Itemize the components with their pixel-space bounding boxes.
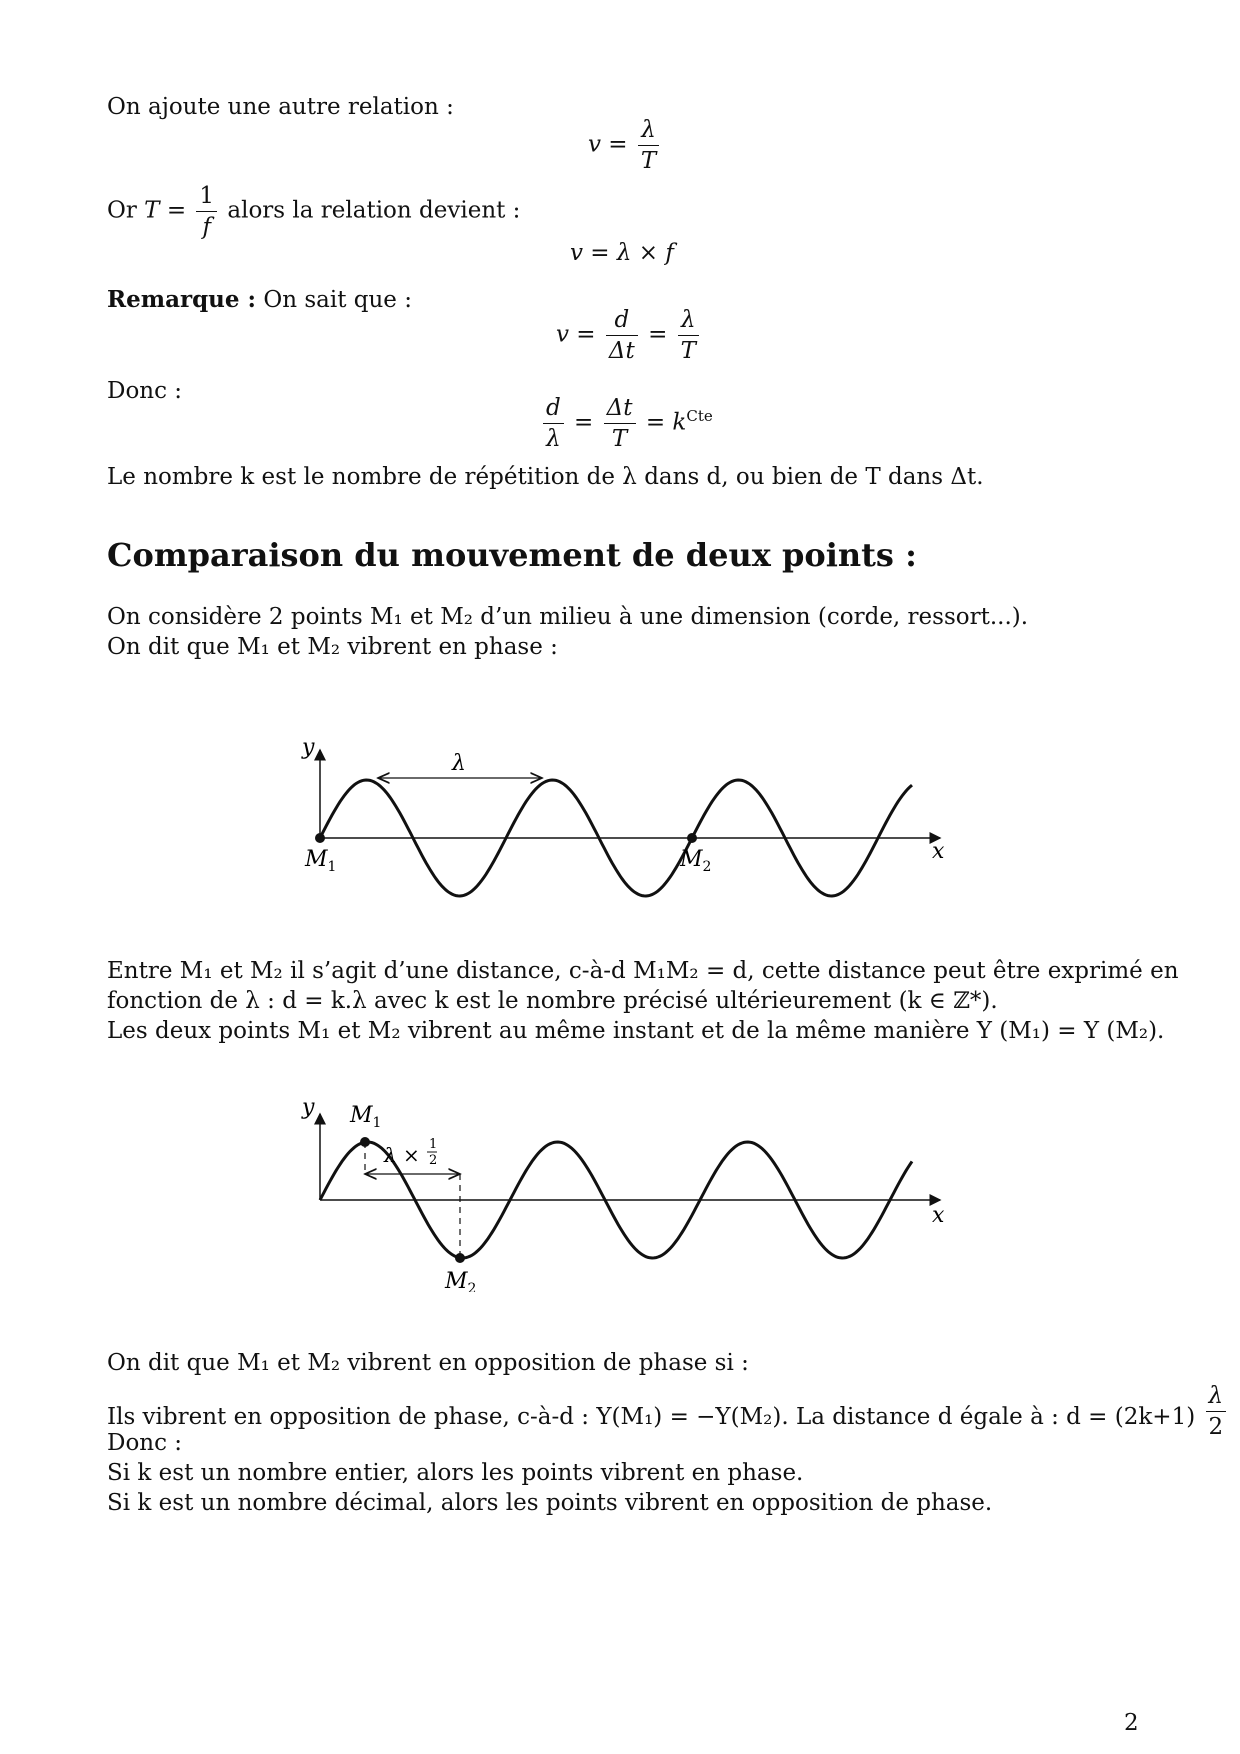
opposition-den: 2 (1208, 1414, 1224, 1441)
figure-in-phase (280, 730, 960, 920)
or-num: 1 (196, 184, 217, 212)
or-var: T (144, 197, 160, 224)
x-label-2: x (932, 1203, 945, 1228)
eq4-eq1: = (574, 409, 594, 436)
point-m1-2 (360, 1137, 370, 1147)
remarque-label: Remarque : (107, 286, 257, 313)
m2-label: $M_2$ (680, 847, 712, 875)
eq1-lhs: v = (588, 131, 628, 158)
page-number: 2 (1124, 1710, 1139, 1736)
entre-line2: fonction de λ : d = k.λ avec k est le nombre précisé ultérieurement (k ∈ ℤ*). (107, 988, 998, 1014)
equation-velocity-distance (556, 308, 702, 363)
opposition-num: λ (1206, 1384, 1227, 1412)
eq3-frac2 (678, 308, 699, 363)
eq1-den: T (640, 148, 657, 175)
lambda-label: λ (452, 751, 466, 776)
eq4-num1: d (543, 396, 564, 424)
or-suffix: alors la relation devient : (227, 197, 521, 224)
or-prefix: Or (107, 197, 137, 224)
eq4-sup: Cte (686, 406, 713, 425)
equation-ratio (540, 396, 713, 451)
eq4-den1: λ (546, 426, 561, 453)
remarque-line (107, 288, 412, 312)
or-fraction (196, 184, 217, 239)
equation-velocity-frequency: v = λ × f (570, 240, 674, 266)
nombre-k-text: Le nombre k est le nombre de répétition de λ dans d, ou bien de T dans Δt. (107, 464, 984, 490)
opposition-donc: Donc : (107, 1430, 183, 1456)
point-m2 (687, 833, 697, 843)
donc-text: Donc : (107, 378, 183, 404)
section-title: Comparaison du mouvement de deux points : (107, 536, 917, 574)
eq4-num2: Δt (604, 396, 636, 424)
m1-label: $M_1$ (305, 847, 337, 875)
eq1-num: λ (638, 118, 659, 146)
eq3-lhs: v = (556, 321, 596, 348)
or-den: f (202, 214, 211, 241)
or-eq: = (166, 197, 187, 224)
consider-line1: On considère 2 points M₁ et M₂ d’un milieu à une dimension (corde, ressort...). (107, 604, 1029, 630)
remarque-text: On sait que : (263, 287, 412, 313)
x-label: x (932, 839, 945, 864)
eq3-num2: λ (678, 308, 699, 336)
m1-label-2: $M_1$ (350, 1103, 382, 1131)
intro-text: On ajoute une autre relation : (107, 94, 454, 120)
opposition-fraction (1206, 1384, 1227, 1439)
eq4-frac2 (604, 396, 636, 451)
eq3-den1: Δt (608, 338, 635, 365)
equation-velocity-period (588, 118, 662, 173)
y-label: y (302, 735, 315, 760)
figure-opposition (280, 1092, 960, 1292)
opposition-line4: Si k est un nombre décimal, alors les points vibrent en opposition de phase. (107, 1490, 993, 1516)
eq1-fraction (638, 118, 659, 173)
half-lambda-label: λ × (384, 1143, 420, 1167)
eq4-rhs: = k (645, 409, 687, 436)
or-line (107, 184, 520, 239)
opposition-line3: Si k est un nombre entier, alors les points vibrent en phase. (107, 1460, 804, 1486)
opposition-line2-text: Ils vibrent en opposition de phase, c-à-d : Y(M₁) = −Y(M₂). La distance d égale à : d = (2k+1) (107, 1404, 1196, 1431)
eq3-num1: d (606, 308, 638, 336)
eq3-den2: T (680, 338, 696, 365)
entre-line3: Les deux points M₁ et M₂ vibrent au même instant et de la même manière Y (M₁) = Y (M₂). (107, 1018, 1165, 1044)
point-m1 (315, 833, 325, 843)
opposition-line2 (107, 1384, 1229, 1439)
half-den: 2 (429, 1153, 438, 1168)
opposition-line1: On dit que M₁ et M₂ vibrent en opposition de phase si : (107, 1350, 749, 1376)
half-num: 1 (429, 1137, 438, 1152)
entre-line1: Entre M₁ et M₂ il s’agit d’une distance, c-à-d M₁M₂ = d, cette distance peut être exprimé en (107, 958, 1179, 984)
eq3-eq: = (648, 321, 668, 348)
eq4-frac1 (543, 396, 564, 451)
m2-label-2: $M_2$ (445, 1269, 477, 1292)
y-label-2: y (302, 1095, 315, 1120)
point-m2-2 (455, 1253, 465, 1263)
eq4-den2: T (611, 426, 628, 453)
eq3-frac1 (606, 308, 638, 363)
consider-line2: On dit que M₁ et M₂ vibrent en phase : (107, 634, 558, 660)
